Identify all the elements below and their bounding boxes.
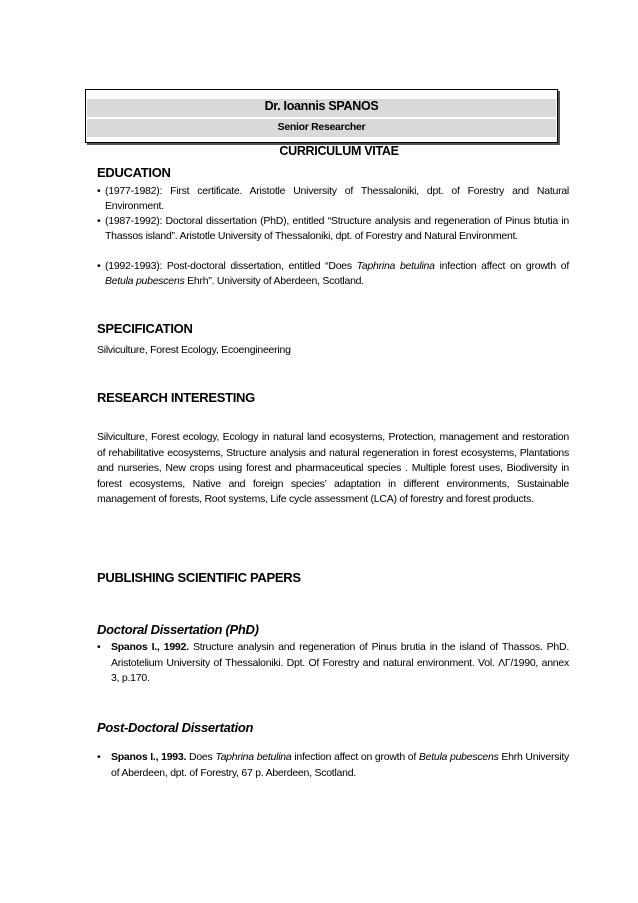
postdoc-heading: Post-Doctoral Dissertation <box>97 720 254 735</box>
education-item-text: (1987-1992): Doctoral dissertation (PhD), entitled “Structure analysis and regeneration of Pinus btutia in Thassos island”. Aristotle University of Thessaloniki, dpt. of Forestry and Natural Environment. <box>105 215 569 242</box>
bullet-icon: • <box>97 185 101 197</box>
publishing-heading: PUBLISHING SCIENTIFIC PAPERS <box>97 570 301 585</box>
education-item-text: (1977-1982): First certificate. Aristotle University of Thessaloniki, dpt. of Forestry and Natural Environment. <box>105 185 569 212</box>
education-item <box>97 214 569 244</box>
publication-text: Does <box>186 751 216 763</box>
publication-text: infection affect on growth of <box>291 751 419 763</box>
research-text: Silviculture, Forest ecology, Ecology in natural land ecosystems, Protection, management and restoration of rehabilitative ecosystems, Structure analysis and natural regeneration in forest ecosystems, Plantations and nurseries, New crops using forest and pharmaceutical species . Multiple forest uses, Biodiversity in forest ecosystems, Native and foreign species’ adaptation in different environments, Sustainable management of forests, Root systems, Life cycle assessment (LCA) of forestry and forest products. <box>97 431 569 505</box>
education-item <box>97 259 569 289</box>
species-name: Taphrina betulina <box>356 260 435 272</box>
bullet-icon: • <box>97 260 101 272</box>
publication-item <box>97 640 569 687</box>
education-heading: EDUCATION <box>97 165 171 180</box>
publication-text: Structure analysin and regeneration of Pinus brutia in the island of Thassos. PhD. Aristotelium University of Thessaloniki. Dpt. Of Forestry and natural environment. Vol. ΛΓ/1990, annex 3, p.170. <box>111 641 569 684</box>
phd-heading: Doctoral Dissertation (PhD) <box>97 622 259 637</box>
cv-title: CURRICULUM VITAE <box>279 144 399 158</box>
species-name: Betula pubescens <box>418 751 499 763</box>
education-item-text: Ehrh”. University of Aberdeen, Scotland. <box>184 274 364 287</box>
publication-author: Spanos I., 1993. <box>111 751 187 763</box>
author-name: Dr. Ioannis SPANOS <box>264 99 379 113</box>
education-item-text: (1992-1993): Post-doctoral dissertation, entitled “Does <box>105 260 357 272</box>
species-name: Betula pubescens <box>105 274 185 287</box>
author-role: Senior Researcher <box>277 121 366 133</box>
bullet-icon: • <box>97 641 101 653</box>
header-box <box>85 89 558 143</box>
education-item-text: infection affect on growth of <box>434 260 569 272</box>
education-item <box>97 184 569 214</box>
species-name: Taphrina betulina <box>215 751 292 763</box>
bullet-icon: • <box>97 751 101 763</box>
publication-author: Spanos I., 1992. <box>111 641 189 653</box>
publication-item <box>97 750 569 781</box>
specification-heading: SPECIFICATION <box>97 321 193 336</box>
bullet-icon: • <box>97 215 101 227</box>
specification-text: Silviculture, Forest Ecology, Ecoengineering <box>97 344 291 356</box>
publication-text: Ehrh University of Aberdeen, dpt. of Forestry, 67 p. Aberdeen, Scotland. <box>111 751 569 779</box>
research-heading: RESEARCH INTERESTING <box>97 390 255 405</box>
